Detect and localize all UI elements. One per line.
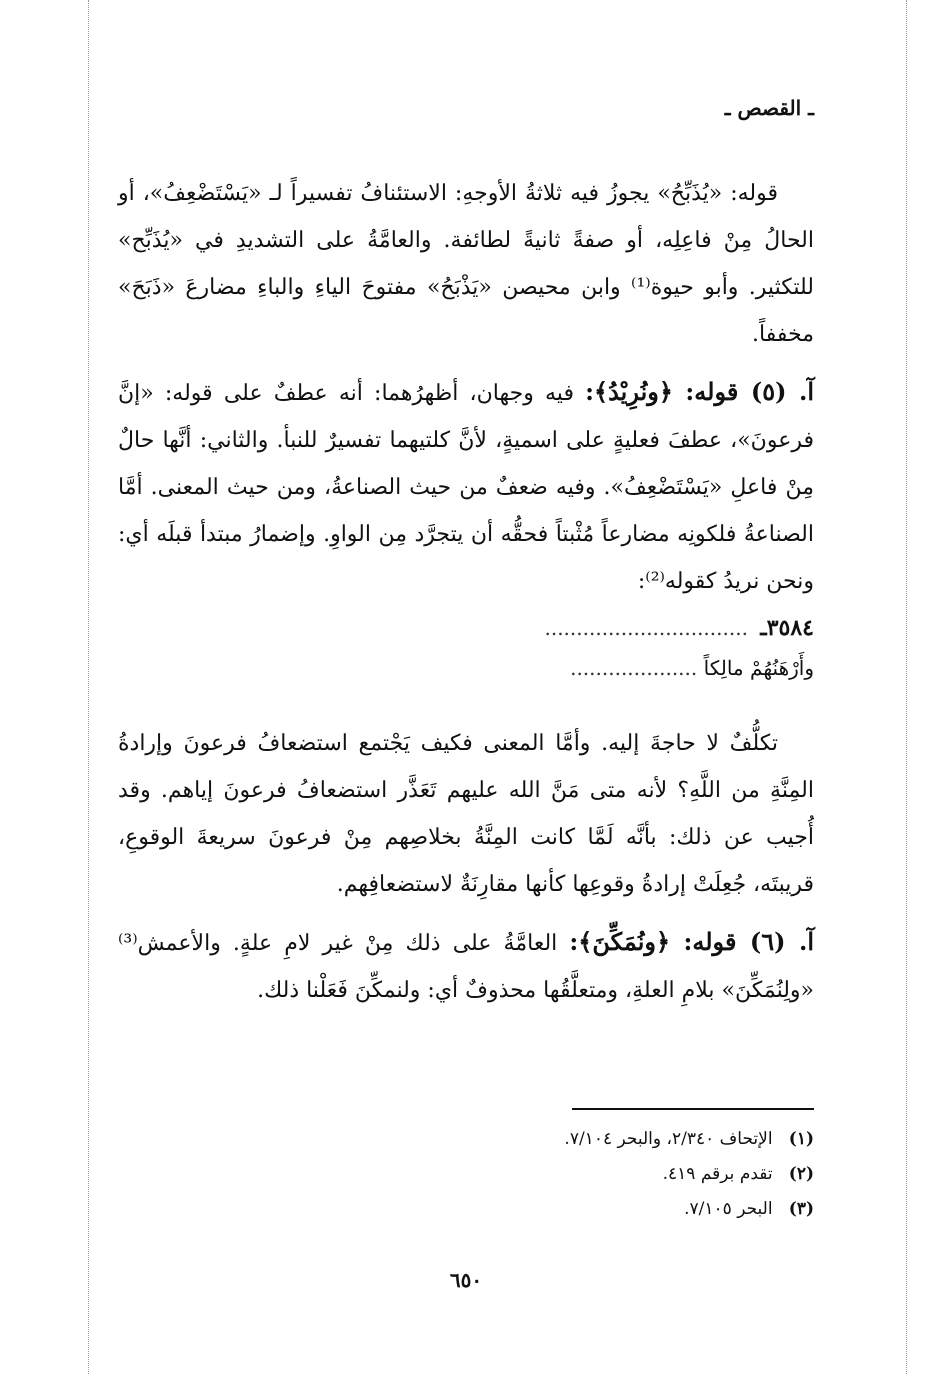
footnote-number: (٢) — [788, 1164, 814, 1184]
running-header: ـ القصص ـ — [724, 96, 814, 120]
poem-line-2 — [118, 648, 814, 688]
book-page — [118, 0, 814, 1374]
footnote-number: (١) — [788, 1129, 814, 1149]
poem-elision: ................................ — [544, 616, 748, 640]
verse-6-heading: آ. (٦) قوله: ﴿ونُمَكِّنَ﴾: — [569, 927, 815, 956]
scan-edge-right — [906, 0, 907, 1374]
poem-number: ٣٥٨٤ـ — [760, 615, 814, 641]
verse-5-heading: آ. (٥) قوله: ﴿ونُرِيْدُ﴾: — [585, 377, 815, 406]
paragraph-continuation — [118, 720, 814, 908]
footnote-text: البحر ٧/١٠٥. — [684, 1199, 773, 1219]
footnote — [118, 1157, 814, 1192]
footnote-separator — [572, 1108, 814, 1110]
poem-text: وأَرْهَنُهُمْ مالِكاً — [703, 656, 814, 680]
page-number: ٦٥٠ — [449, 1268, 483, 1292]
footnote — [118, 1122, 814, 1157]
paragraph-text: قوله: «يُذَبِّحُ» يجوزُ فيه ثلاثةُ الأوجهِ: الاستئنافُ تفسيراً لـ «يَسْتَضْعِفُ»، أو الحالُ مِنْ فاعِلِه، أو صفةً ثانيةً لطائفة. والعامَّةُ على التشديدِ في «يُذَبِّح» للتكثير. وأبو حيوة⁽¹⁾ وابن محيصن «يَذْبَحُ» مفتوحَ الياءِ والباءِ مضارعَ «ذَبَحَ» مخففاً. — [118, 181, 814, 347]
footnote-text: الإتحاف ٢/٣٤٠، والبحر ٧/١٠٤. — [564, 1129, 773, 1149]
poem-elision: .................... — [570, 656, 698, 680]
footnotes — [118, 1122, 814, 1227]
paragraph-verse-6 — [118, 918, 814, 1014]
paragraph-text: فيه وجهان، أظهرُهما: أنه عطفٌ على قوله: «إنَّ فرعونَ»، عطفَ فعليةٍ على اسميةٍ، لأنَّ كلتيهما تفسيرٌ للنبأ. والثاني: أنَّها حالٌ مِنْ فاعلِ «يَسْتَضْعِفُ». وفيه ضعفٌ من حيث الصناعةُ، ومن حيث المعنى. أمَّا الصناعةُ فلكونِه مضارعاً مُثْبتاً فحقُّه أن يتجرَّد مِن الواوِ. وإضمارُ مبتدأ قبلَه أي: ونحن نريدُ كقوله⁽²⁾: — [118, 381, 814, 594]
footnote-number: (٣) — [788, 1199, 814, 1219]
footnote-text: تقدم برقم ٤١٩. — [662, 1164, 773, 1184]
poem-line-1 — [118, 608, 814, 648]
paragraph-text: تكلُّفٌ لا حاجةَ إليه. وأمَّا المعنى فكيف يَجْتمع استضعافُ فرعونَ وإرادةُ المِنَّةِ من اللَّهِ؟ لأنه متى مَنَّ الله عليهم تَعَذَّر استضعافُ فرعونَ إياهم. وقد أُجيب عن ذلك: بأنَّه لَمَّا كانت المِنَّةُ بخلاصِهم مِنْ فرعونَ سريعةَ الوقوعِ، قريبتَه، جُعِلَتْ إرادةُ وقوعِها كأنها مقارِنَةٌ لاستضعافِهم. — [118, 731, 814, 897]
footnote — [118, 1192, 814, 1227]
paragraph-verse-4 — [118, 170, 814, 358]
paragraph-verse-5 — [118, 368, 814, 605]
scan-edge-left — [88, 0, 89, 1374]
paragraph-text: العامَّةُ على ذلك مِنْ غير لامِ علةٍ. والأعمش⁽³⁾ «ولِنُمَكِّنَ» بلامِ العلةِ، ومتعلَّقُها محذوفٌ أي: ولنمكِّنَ فَعَلْنا ذلك. — [118, 931, 814, 1003]
